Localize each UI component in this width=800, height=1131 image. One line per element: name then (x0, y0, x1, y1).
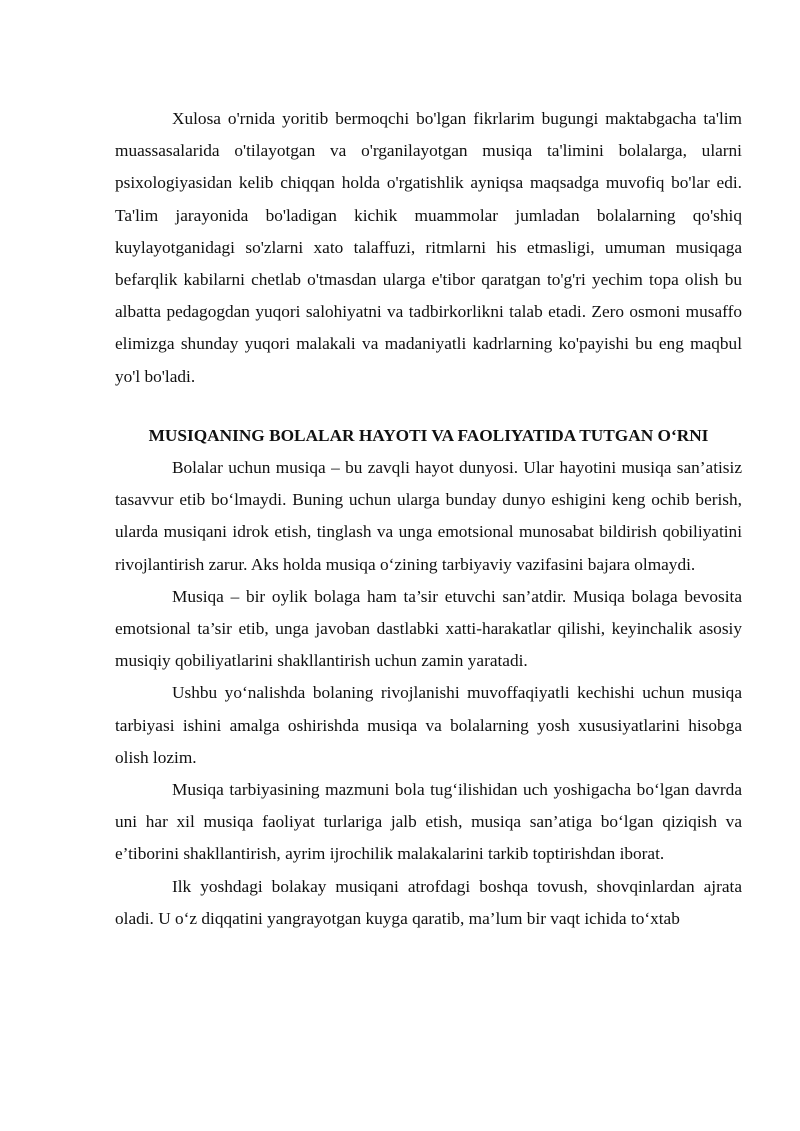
body-paragraph-3: Ushbu yo‘nalishda bolaning rivojlanishi muvoffaqiyatli kechishi uchun musiqa tarbiyasi ishini amalga oshirishda musiqa va bolalarning yosh xususiyatlarini hisobga olish lozim. (115, 683, 742, 767)
body-paragraph-2: Musiqa – bir oylik bolaga ham ta’sir etuvchi san’atdir. Musiqa bolaga bevosita emotsional ta’sir etib, unga javoban dastlabki xatti-harakatlar qilishi, keyinchalik asosiy musiqiy qobiliyatlarini shakllantirish uchun zamin yaratadi. (115, 586, 742, 671)
body-paragraph-1: Bolalar uchun musiqa – bu zavqli hayot dunyosi. Ular hayotini musiqa san’atisiz tasavvur etib bo‘lmaydi. Buning uchun ularga bunday dunyo eshigini keng ochib berish, ularda musiqani idrok etish, tinglash va unga emotsional munosabat bildirish qobiliyatini rivojlantirish zarur. Aks holda musiqa o‘zining tarbiyaviy vazifasini bajara olmaydi. (115, 458, 742, 574)
section-heading: MUSIQANING BOLALAR HAYOTI VA FAOLIYATIDA TUTGAN O‘RNI (148, 425, 709, 445)
intro-paragraph: Xulosa o'rnida yoritib bermoqchi bo'lgan fikrlarim bugungi maktabgacha ta'lim muassasalarida o'tilayotgan va o'rganilayotgan musiqa ta'limini bolalarga, ularni psixologiyasidan kelib chiqqan holda o'rgatishlik ayniqsa maqsadga muvofiq bo'lar edi. Ta'lim jarayonida bo'ladigan kichik muammolar jumladan bolalarning qo'shiq kuylayotganidagi so'zlarni xato talaffuzi, ritmlarni his etmasligi, umuman musiqaga befarqlik kabilarni chetlab o'tmasdan ularga e'tibor qaratgan to'g'ri yechim topa olish bu albatta pedagogdan yuqori salohiyatni va tadbirkorlikni talab etadi. Zero osmoni musaffo elimizga shunday yuqori malakali va madaniyatli kadrlarning ko'payishi bu eng maqbul yo'l bo'ladi. (115, 109, 742, 386)
section-body (115, 452, 742, 935)
document-page (115, 103, 742, 935)
body-paragraph-4: Musiqa tarbiyasining mazmuni bola tug‘ilishidan uch yoshigacha bo‘lgan davrda uni har xil musiqa faoliyat turlariga jalb etish, musiqa san’atiga bo‘lgan qiziqish va e’tiborini shakllantirish, ayrim ijrochilik malakalarini tarkib toptirishdan iborat. (115, 780, 742, 864)
body-paragraph-5: Ilk yoshdagi bolakay musiqani atrofdagi boshqa tovush, shovqinlardan ajrata oladi. U o‘z diqqatini yangrayotgan kuyga qaratib, ma’lum bir vaqt ichida to‘xtab (115, 876, 742, 928)
